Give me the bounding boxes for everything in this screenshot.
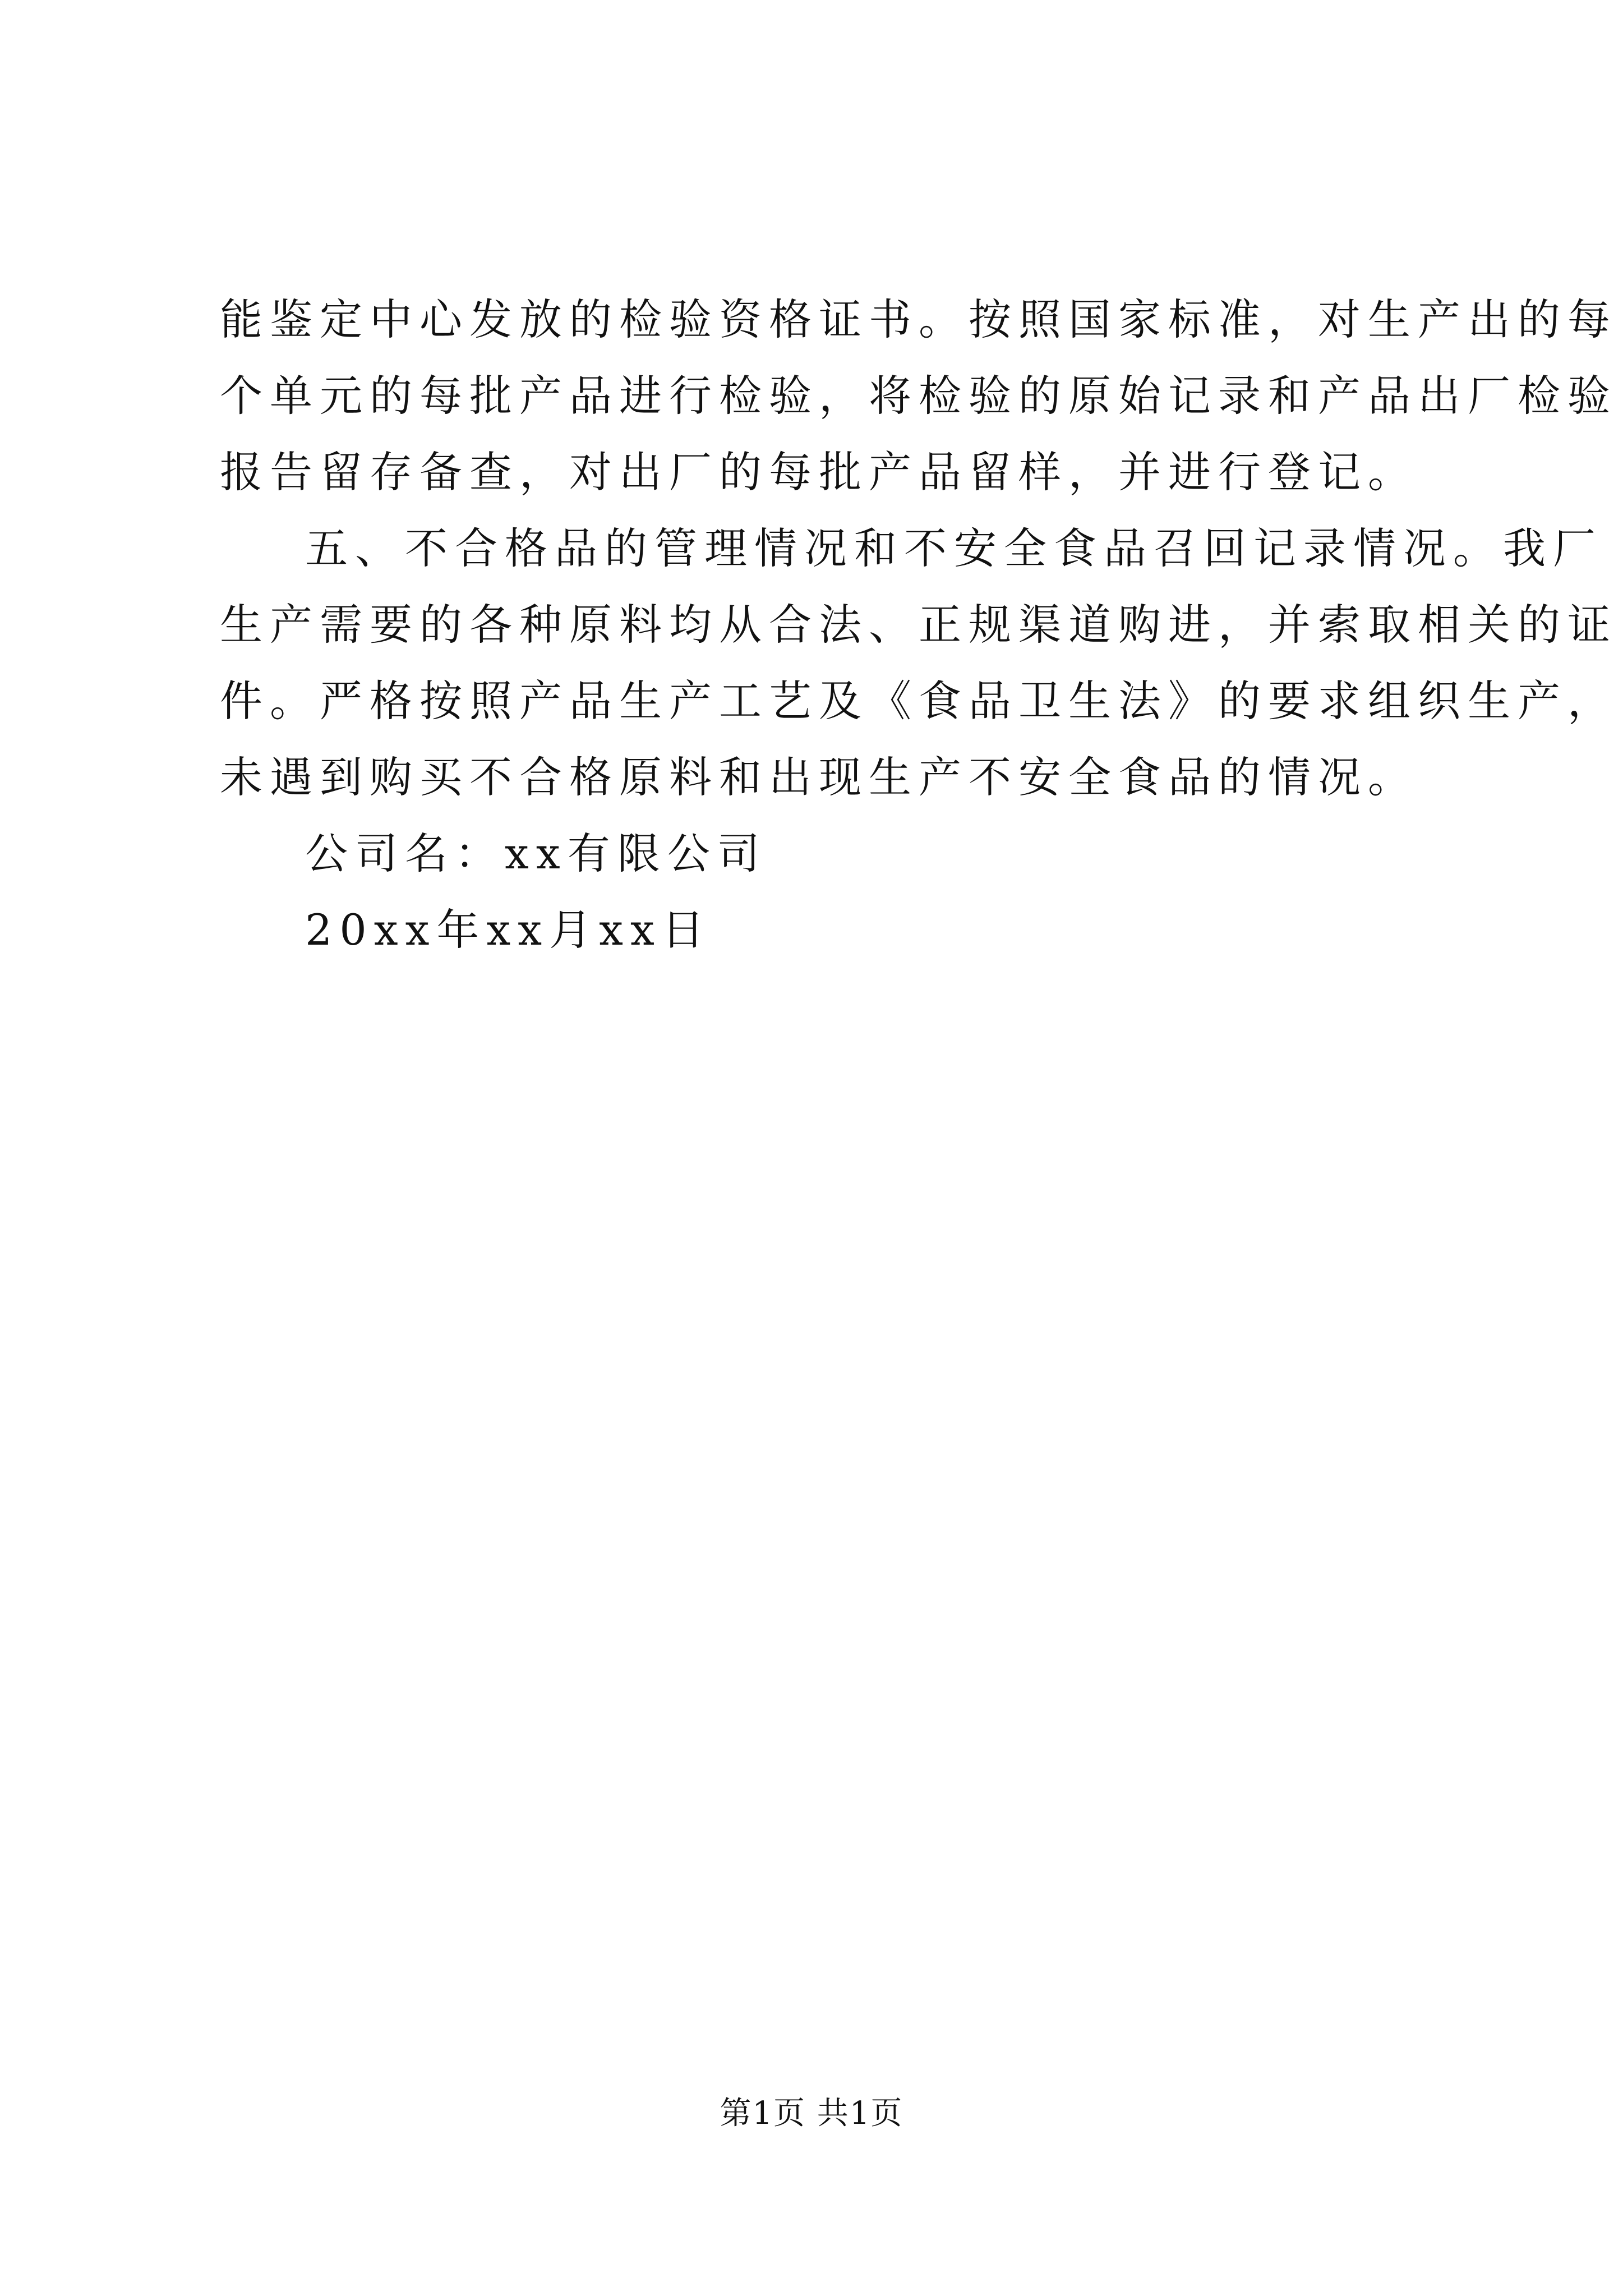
company-name-line: 公司名：xx有限公司	[305, 829, 767, 878]
paragraph-2-line-2: 生产需要的各种原料均从合法、正规渠道购进，并索取相关的证	[220, 600, 1617, 650]
page-footer: 第1页 共1页	[720, 2095, 903, 2132]
paragraph-1-line-3: 报告留存备查，对出厂的每批产品留样，并进行登记。	[220, 447, 1418, 497]
paragraph-2-line-1: 五、不合格品的管理情况和不安全食品召回记录情况。我厂	[305, 523, 1603, 573]
date-line: 20xx年xx月xx日	[305, 905, 712, 955]
paragraph-2-line-3: 件。严格按照产品生产工艺及《食品卫生法》的要求组织生产，	[220, 676, 1617, 726]
paragraph-1-line-2: 个单元的每批产品进行检验，将检验的原始记录和产品出厂检验	[220, 371, 1617, 421]
paragraph-1-line-1: 能鉴定中心发放的检验资格证书。按照国家标准，对生产出的每	[220, 295, 1617, 344]
paragraph-2-line-4: 未遇到购买不合格原料和出现生产不安全食品的情况。	[220, 752, 1418, 802]
